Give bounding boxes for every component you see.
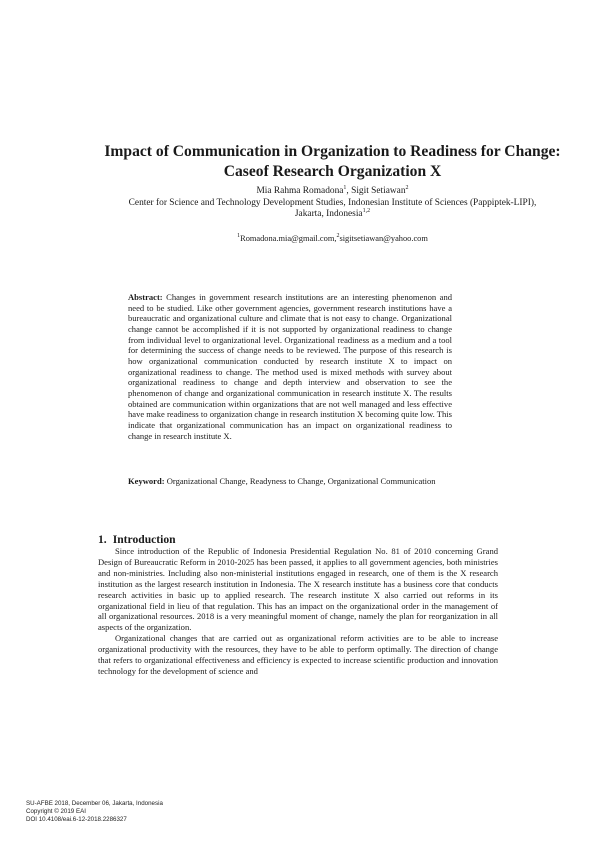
keywords-label: Keyword:	[128, 476, 165, 486]
section-heading	[98, 533, 176, 546]
author-separator: ,	[346, 186, 352, 196]
abstract-text: Changes in government research institutions are an interesting phenomenon and need to be studied. Like other government agencies, government research institutions have a bureaucratic and organizational culture and climate that is not easy to change. Organizational change cannot be accomplished if it is not supported by organizational readiness to change from individual level to organizational level. Organizational readiness as a medium and a tool for determining the success of change needs to be reviewed. The purpose of this research is how organizational communication conducted by research institute X to impact on organizational readiness to change. The method used is mixed methods with survey about organizational readiness to change and depth interview and observation to see the phenomenon of change and organizational communication in research institute X. The results obtained are communication within organizations that are not well managed and less effective have make readiness to organization change in research institution X becoming quite low. This indicate that organizational communication has an impact on organizational readiness to change in research institute X.	[128, 292, 452, 441]
footer-conference: SU-AFBE 2018, December 06, Jakarta, Indonesia	[26, 800, 163, 807]
email-superscript: 1	[237, 233, 241, 240]
body-paragraph: Since introduction of the Republic of Indonesia Presidential Regulation No. 81 of 2010 concerning Grand Design of Bureaucratic Reform in 2010-2025 has been passed, it applies to all government agencies, both ministries and non-ministries. Including also non-ministerial institutions engaged in research, one of them is the X research institution as the largest research institution in Indonesia. The X research institute has a business core that conducts research activities in basic up to applied research. The research institute X also carried out reforms in its organizational field in lieu of that regulation. This has an impact on the organizational order in the management of all organizational resources. 2018 is a very meaningful moment of change, namely the plan for reorganization in all aspects of the organization.	[98, 546, 498, 633]
affiliation-line: Center for Science and Technology Development Studies, Indonesian Institute of Sciences (Pappiptek-LIPI),	[128, 197, 537, 208]
author-name: Mia Rahma Romadona	[256, 186, 344, 196]
email-address[interactable]: Romadona.mia@gmail.com,	[240, 234, 337, 243]
author-block	[95, 186, 570, 221]
author-names	[95, 186, 570, 198]
affiliation-line	[95, 209, 570, 221]
affiliation-superscript: 1,2	[362, 207, 371, 214]
page-footer	[26, 800, 163, 825]
section-number: 1.	[98, 533, 107, 546]
footer-doi: DOI 10.4108/eai.6-12-2018.2286327	[26, 816, 127, 824]
email-line	[95, 234, 570, 244]
abstract	[128, 292, 452, 441]
author-superscript: 1	[343, 184, 347, 191]
email-superscript: 2	[336, 233, 340, 240]
keywords-text: Organizational Change, Readyness to Change, Organizational Communication	[164, 476, 436, 486]
email-address[interactable]: sigitsetiawan@yahoo.com	[339, 234, 428, 243]
section-title: Introduction	[112, 533, 176, 546]
paper-title: Impact of Communication in Organization to Readiness for Change: Caseof Research Organization X	[104, 143, 561, 180]
body-paragraph: Organizational changes that are carried out as organizational reform activities are to be able to increase organizational productivity with the resources, they have to be able to perform optimally. The direction of change that refers to organizational effectiveness and efficiency is expected to increase scientific production and innovation technology for the development of science and	[98, 633, 498, 676]
abstract-label: Abstract:	[128, 292, 163, 302]
author-name: Sigit Setiawan	[351, 186, 406, 196]
introduction-body	[98, 546, 498, 677]
keywords	[128, 476, 452, 487]
affiliation-location: Jakarta, Indonesia	[294, 209, 363, 219]
author-superscript: 2	[405, 184, 409, 191]
footer-copyright: Copyright © 2019 EAI	[26, 808, 86, 816]
